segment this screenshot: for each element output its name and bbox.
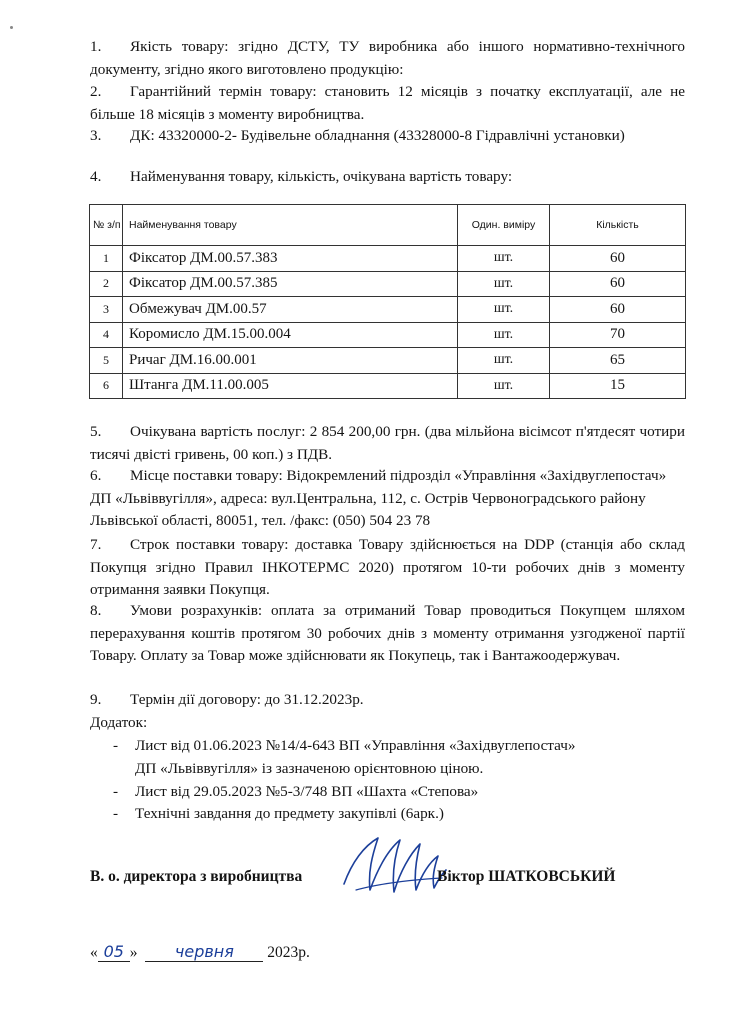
date-open-quote: « [90, 944, 98, 961]
table-row [90, 271, 686, 297]
clause-number: 5. [90, 423, 102, 440]
clause-7 [90, 534, 685, 602]
clause-text: Термін дії договору: до 31.12.2023р. [130, 691, 364, 708]
table-row [90, 322, 686, 348]
clause-number: 1. [90, 38, 102, 55]
handwritten-signature [338, 832, 450, 898]
clause-text: Умови розрахунків: оплата за отриманий Товар проводиться Покупцем шляхом перерахування коштів протягом 30 робочих днів з моменту отримання узгодженої партії Товару. Оплату за Товар може здійснювати як Покупець, так і Вантажоодержувач. [90, 602, 685, 664]
clause-5 [90, 421, 685, 466]
row-unit: шт. [458, 297, 550, 323]
date-close-quote: » [129, 944, 138, 961]
annex-dash: - [113, 737, 119, 754]
annex-item [113, 803, 688, 826]
clause-3 [90, 125, 685, 148]
clause-number: 7. [90, 536, 102, 553]
signatory-name: Віктор ШАТКОВСЬКИЙ [437, 868, 616, 885]
row-name: Фіксатор ДМ.00.57.383 [123, 246, 458, 272]
annex-item [113, 735, 688, 780]
clause-8 [90, 600, 685, 668]
clause-text: Якість товару: згідно ДСТУ, ТУ виробника або іншого нормативно-технічного документу, згідно якого виготовлено продукцію: [90, 38, 685, 78]
scan-speck [10, 26, 13, 29]
annex-item-line: Технічні завдання до предмету закупівлі (6арк.) [135, 805, 444, 822]
clause-4 [90, 166, 685, 189]
annex-item-line: ДП «Львіввугілля» із зазначеною орієнтовною ціною. [135, 759, 484, 777]
row-quantity: 60 [550, 246, 686, 272]
clause-number: 6. [90, 467, 102, 484]
row-quantity: 15 [550, 373, 686, 399]
row-number: 6 [90, 373, 123, 399]
clause-number: 2. [90, 83, 102, 100]
row-number: 2 [90, 271, 123, 297]
clause-number: 8. [90, 602, 102, 619]
clause-text: ДК: 43320000-2- Будівельне обладнання (43328000-8 Гідравлічні установки) [130, 127, 625, 144]
row-number: 4 [90, 322, 123, 348]
clause-2 [90, 81, 685, 126]
header-unit: Один. виміру [458, 205, 550, 246]
table-row [90, 246, 686, 272]
clause-1 [90, 36, 685, 81]
annex-item-line: Лист від 01.06.2023 №14/4-643 ВП «Управління «Західвуглепостач» [135, 737, 576, 754]
goods-table [89, 204, 686, 399]
annex-dash: - [113, 783, 119, 800]
date-month: червня [145, 942, 263, 962]
row-name: Фіксатор ДМ.00.57.385 [123, 271, 458, 297]
row-quantity: 60 [550, 271, 686, 297]
row-unit: шт. [458, 322, 550, 348]
date-year: 2023р. [267, 944, 310, 961]
row-name: Коромисло ДМ.15.00.004 [123, 322, 458, 348]
clause-text: Місце поставки товару: Відокремлений підрозділ «Управління «Західвуглепостач» ДП «Львіввугілля», адреса: вул.Центральна, 112, с. Острів Червоноградського району Львівської області, 80051, тел. /факс: (050) 504 23 78 [90, 467, 667, 529]
annex-item-line: Лист від 29.05.2023 №5-3/748 ВП «Шахта «Степова» [135, 783, 479, 800]
clause-number: 3. [90, 127, 102, 144]
date-day: 05 [98, 942, 130, 962]
row-unit: шт. [458, 271, 550, 297]
signature-date [90, 942, 310, 962]
table-row [90, 297, 686, 323]
row-name: Ричаг ДМ.16.00.001 [123, 348, 458, 374]
table-header-row [90, 205, 686, 246]
table-row [90, 348, 686, 374]
clause-text: Гарантійний термін товару: становить 12 місяців з початку експлуатації, але не більше 18 місяців з моменту виробництва. [90, 83, 685, 123]
clause-9 [90, 689, 685, 712]
signatory-role: В. о. директора з виробництва [90, 868, 303, 885]
row-unit: шт. [458, 373, 550, 399]
header-name: Найменування товару [123, 205, 458, 246]
table-row [90, 373, 686, 399]
clause-text: Очікувана вартість послуг: 2 854 200,00 грн. (два мільйона вісімсот п'ятдесят чотири тисячі двісті гривень, 00 коп.) з ПДВ. [90, 423, 685, 463]
annex-dash: - [113, 805, 119, 822]
row-quantity: 60 [550, 297, 686, 323]
clause-number: 4. [90, 168, 102, 185]
row-unit: шт. [458, 348, 550, 374]
annex-title: Додаток: [90, 714, 148, 731]
clause-number: 9. [90, 691, 102, 708]
clause-text: Строк поставки товару: доставка Товару здійснюється на DDP (станція або склад Покупця згідно Правил ІНКОТЕРМС 2020) протягом 10-ти робочих днів з моменту отримання заявки Покупця. [90, 536, 685, 598]
row-number: 3 [90, 297, 123, 323]
header-quantity: Кількість [550, 205, 686, 246]
row-name: Обмежувач ДМ.00.57 [123, 297, 458, 323]
header-number: № з/п [90, 205, 123, 246]
row-unit: шт. [458, 246, 550, 272]
row-name: Штанга ДМ.11.00.005 [123, 373, 458, 399]
clause-text: Найменування товару, кількість, очікувана вартість товару: [130, 168, 513, 185]
row-quantity: 70 [550, 322, 686, 348]
row-number: 1 [90, 246, 123, 272]
annex-item [113, 781, 688, 804]
row-quantity: 65 [550, 348, 686, 374]
clause-6 [90, 465, 685, 533]
row-number: 5 [90, 348, 123, 374]
